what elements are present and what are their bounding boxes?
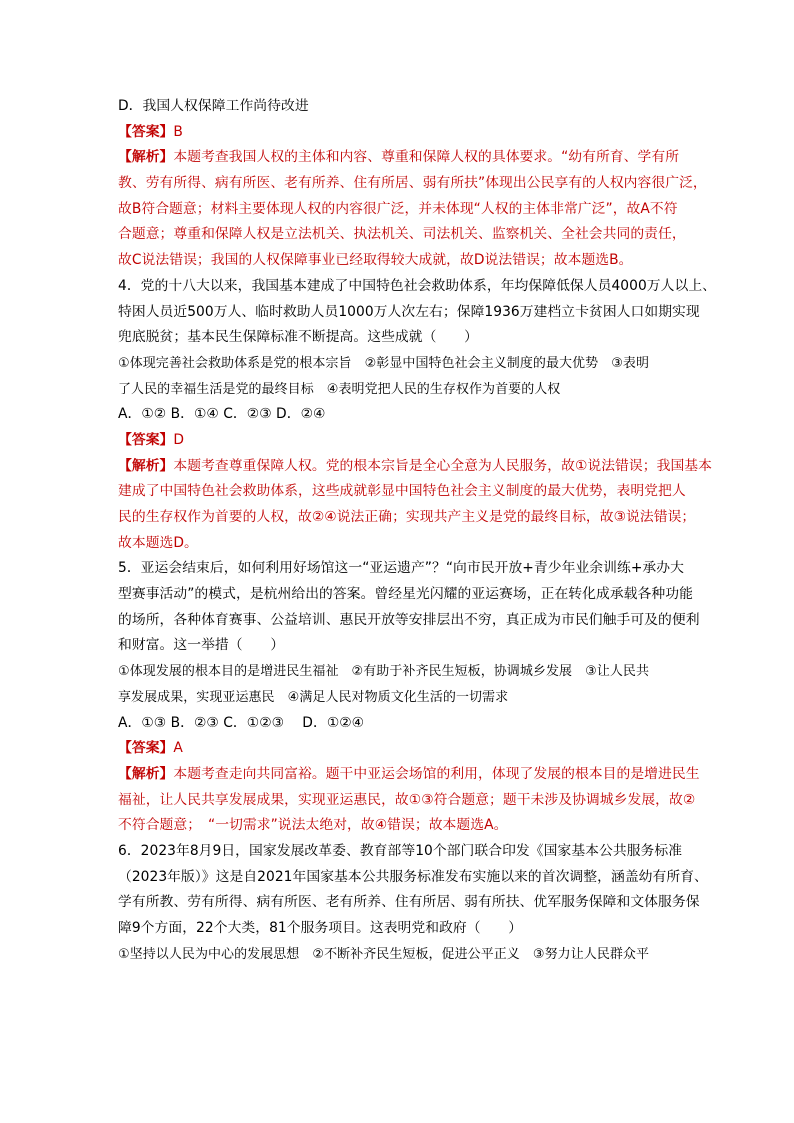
question-text-line	[118, 633, 698, 659]
question-text-line	[118, 325, 698, 351]
analysis-line	[118, 454, 712, 480]
line-text: 故C说法错误；我国的人权保障事业已经取得较大成就，故D说法错误；故本题选B。	[118, 252, 633, 269]
line-text: 本题考查走向共同富裕。题干中亚运会场馆的利用，体现了发展的根本目的是增进民生	[173, 765, 700, 782]
option-statement-line	[118, 377, 698, 403]
question-text-line	[118, 556, 698, 582]
line-text: 障9个方面，22个大类，81个服务项目。这表明党和政府（ ）	[118, 920, 523, 936]
line-text: D．我国人权保障工作尚待改进	[118, 98, 309, 114]
document-content	[118, 94, 717, 967]
line-text: 合题意；尊重和保障人权是立法机关、执法机关、司法机关、监察机关、全社会共同的责任，	[118, 226, 686, 243]
line-text: 福祉，让人民共享发展成果，实现亚运惠民，故①③符合题意；题干未涉及协调城乡发展，故②	[118, 791, 696, 808]
question-text-line	[118, 865, 708, 891]
answer-line	[118, 428, 698, 454]
line-text: 本题考查我国人权的主体和内容、尊重和保障人权的具体要求。“幼有所育、学有所	[173, 149, 680, 166]
question-text-line	[118, 300, 698, 326]
line-text: B	[173, 123, 183, 140]
question-text-line	[118, 839, 698, 865]
question-text-line	[118, 890, 698, 916]
line-text: （2023年版）》这是自2021年国家基本公共服务标准发布实施以来的首次调整，涵盖幼有所育、	[118, 868, 708, 885]
answer-tag: 【答案】	[118, 740, 174, 757]
option-statement-line	[118, 942, 698, 968]
line-text: 5．亚运会结束后，如何利用好场馆这一“亚运遗产”？“向市民开放+青少年业余训练+承办大	[118, 560, 684, 577]
line-text: 特困人员近500万人、临时救助人员1000万人次左右；保障1936万建档立卡贫困人口如期实现	[118, 303, 700, 320]
line-text: 学有所教、劳有所得、病有所医、老有所养、住有所居、弱有所扶、优军服务保障和文体服务保	[118, 894, 700, 911]
question-text-line	[118, 94, 698, 120]
line-text: ①体现发展的根本目的是增进民生福祉 ②有助于补齐民生短板，协调城乡发展 ③让人民共	[118, 664, 650, 680]
line-text: 本题考查尊重保障人权。党的根本宗旨是全心全意为人民服务，故①说法错误；我国基本	[173, 457, 712, 474]
answer-line	[118, 736, 698, 762]
line-text: 的场所，各种体育赛事、公益培训、惠民开放等安排层出不穷，真正成为市民们触手可及的便利	[118, 611, 700, 628]
line-text: 教、劳有所得、病有所医、老有所养、住有所居、弱有所扶”体现出公民享有的人权内容很广泛，	[118, 175, 707, 192]
line-text: 了人民的幸福生活是党的最终目标 ④表明党把人民的生存权作为首要的人权	[118, 381, 561, 397]
line-text: ①体现完善社会救助体系是党的根本宗旨 ②彰显中国特色社会主义制度的最大优势 ③表明	[118, 355, 650, 371]
analysis-line	[118, 145, 698, 171]
line-text: A．①② B．①④ C．②③ D．②④	[118, 406, 326, 423]
question-text-line	[118, 582, 698, 608]
option-statement-line	[118, 659, 698, 685]
line-text: 型赛事活动”的模式，是杭州给出的答案。曾经星光闪耀的亚运赛场，正在转化成承载各种功能	[118, 586, 693, 603]
analysis-line	[118, 762, 698, 788]
line-text: 4．党的十八大以来，我国基本建成了中国特色社会救助体系，年均保障低保人员4000万人以上、	[118, 277, 717, 294]
analysis-text-line	[118, 171, 707, 197]
analysis-text-line	[118, 248, 698, 274]
line-text: ①坚持以人民为中心的发展思想 ②不断补齐民生短板，促进公平正义 ③努力让人民群众平	[118, 946, 650, 962]
analysis-tag: 【解析】	[118, 149, 174, 166]
analysis-tag: 【解析】	[118, 765, 174, 782]
question-text-line	[118, 916, 698, 942]
line-text: 6．2023年8月9日，国家发展改革委、教育部等10个部门联合印发《国家基本公共服务标准	[118, 842, 683, 859]
question-text-line	[118, 274, 717, 300]
line-text: 不符合题意； “一切需求”说法太绝对，故④错误；故本题选A。	[118, 817, 508, 834]
line-text: 兜底脱贫；基本民生保障标准不断提高。这些成就（ ）	[118, 329, 479, 346]
analysis-text-line	[118, 505, 698, 531]
question-text-line	[118, 711, 698, 737]
line-text: 民的生存权作为首要的人权，故②④说法正确；实现共产主义是党的最终目标，故③说法错误；	[118, 509, 696, 525]
option-statement-line	[118, 685, 698, 711]
line-text: 享发展成果，实现亚运惠民 ④满足人民对物质文化生活的一切需求	[118, 689, 509, 705]
line-text: A．①③ B．②③ C．①②③ D．①②④	[118, 714, 365, 731]
analysis-text-line	[118, 813, 698, 839]
question-text-line	[118, 402, 698, 428]
analysis-tag: 【解析】	[118, 457, 174, 474]
line-text: D	[173, 431, 185, 448]
analysis-text-line	[118, 788, 698, 814]
answer-tag: 【答案】	[118, 431, 174, 448]
question-text-line	[118, 608, 698, 634]
option-statement-line	[118, 351, 698, 377]
line-text: A	[173, 740, 183, 757]
line-text: 和财富。这一举措（ ）	[118, 637, 285, 654]
analysis-text-line	[118, 222, 698, 248]
answer-tag: 【答案】	[118, 123, 174, 140]
answer-line	[118, 120, 698, 146]
analysis-text-line	[118, 197, 698, 223]
line-text: 故本题选D。	[118, 534, 198, 551]
line-text: 故B符合题意；材料主要体现人权的内容很广泛，并未体现“人权的主体非常广泛”，故A不符	[118, 200, 678, 217]
analysis-text-line	[118, 531, 698, 557]
analysis-text-line	[118, 479, 698, 505]
line-text: 建成了中国特色社会救助体系，这些成就彰显中国特色社会主义制度的最大优势，表明党把人	[118, 483, 686, 500]
